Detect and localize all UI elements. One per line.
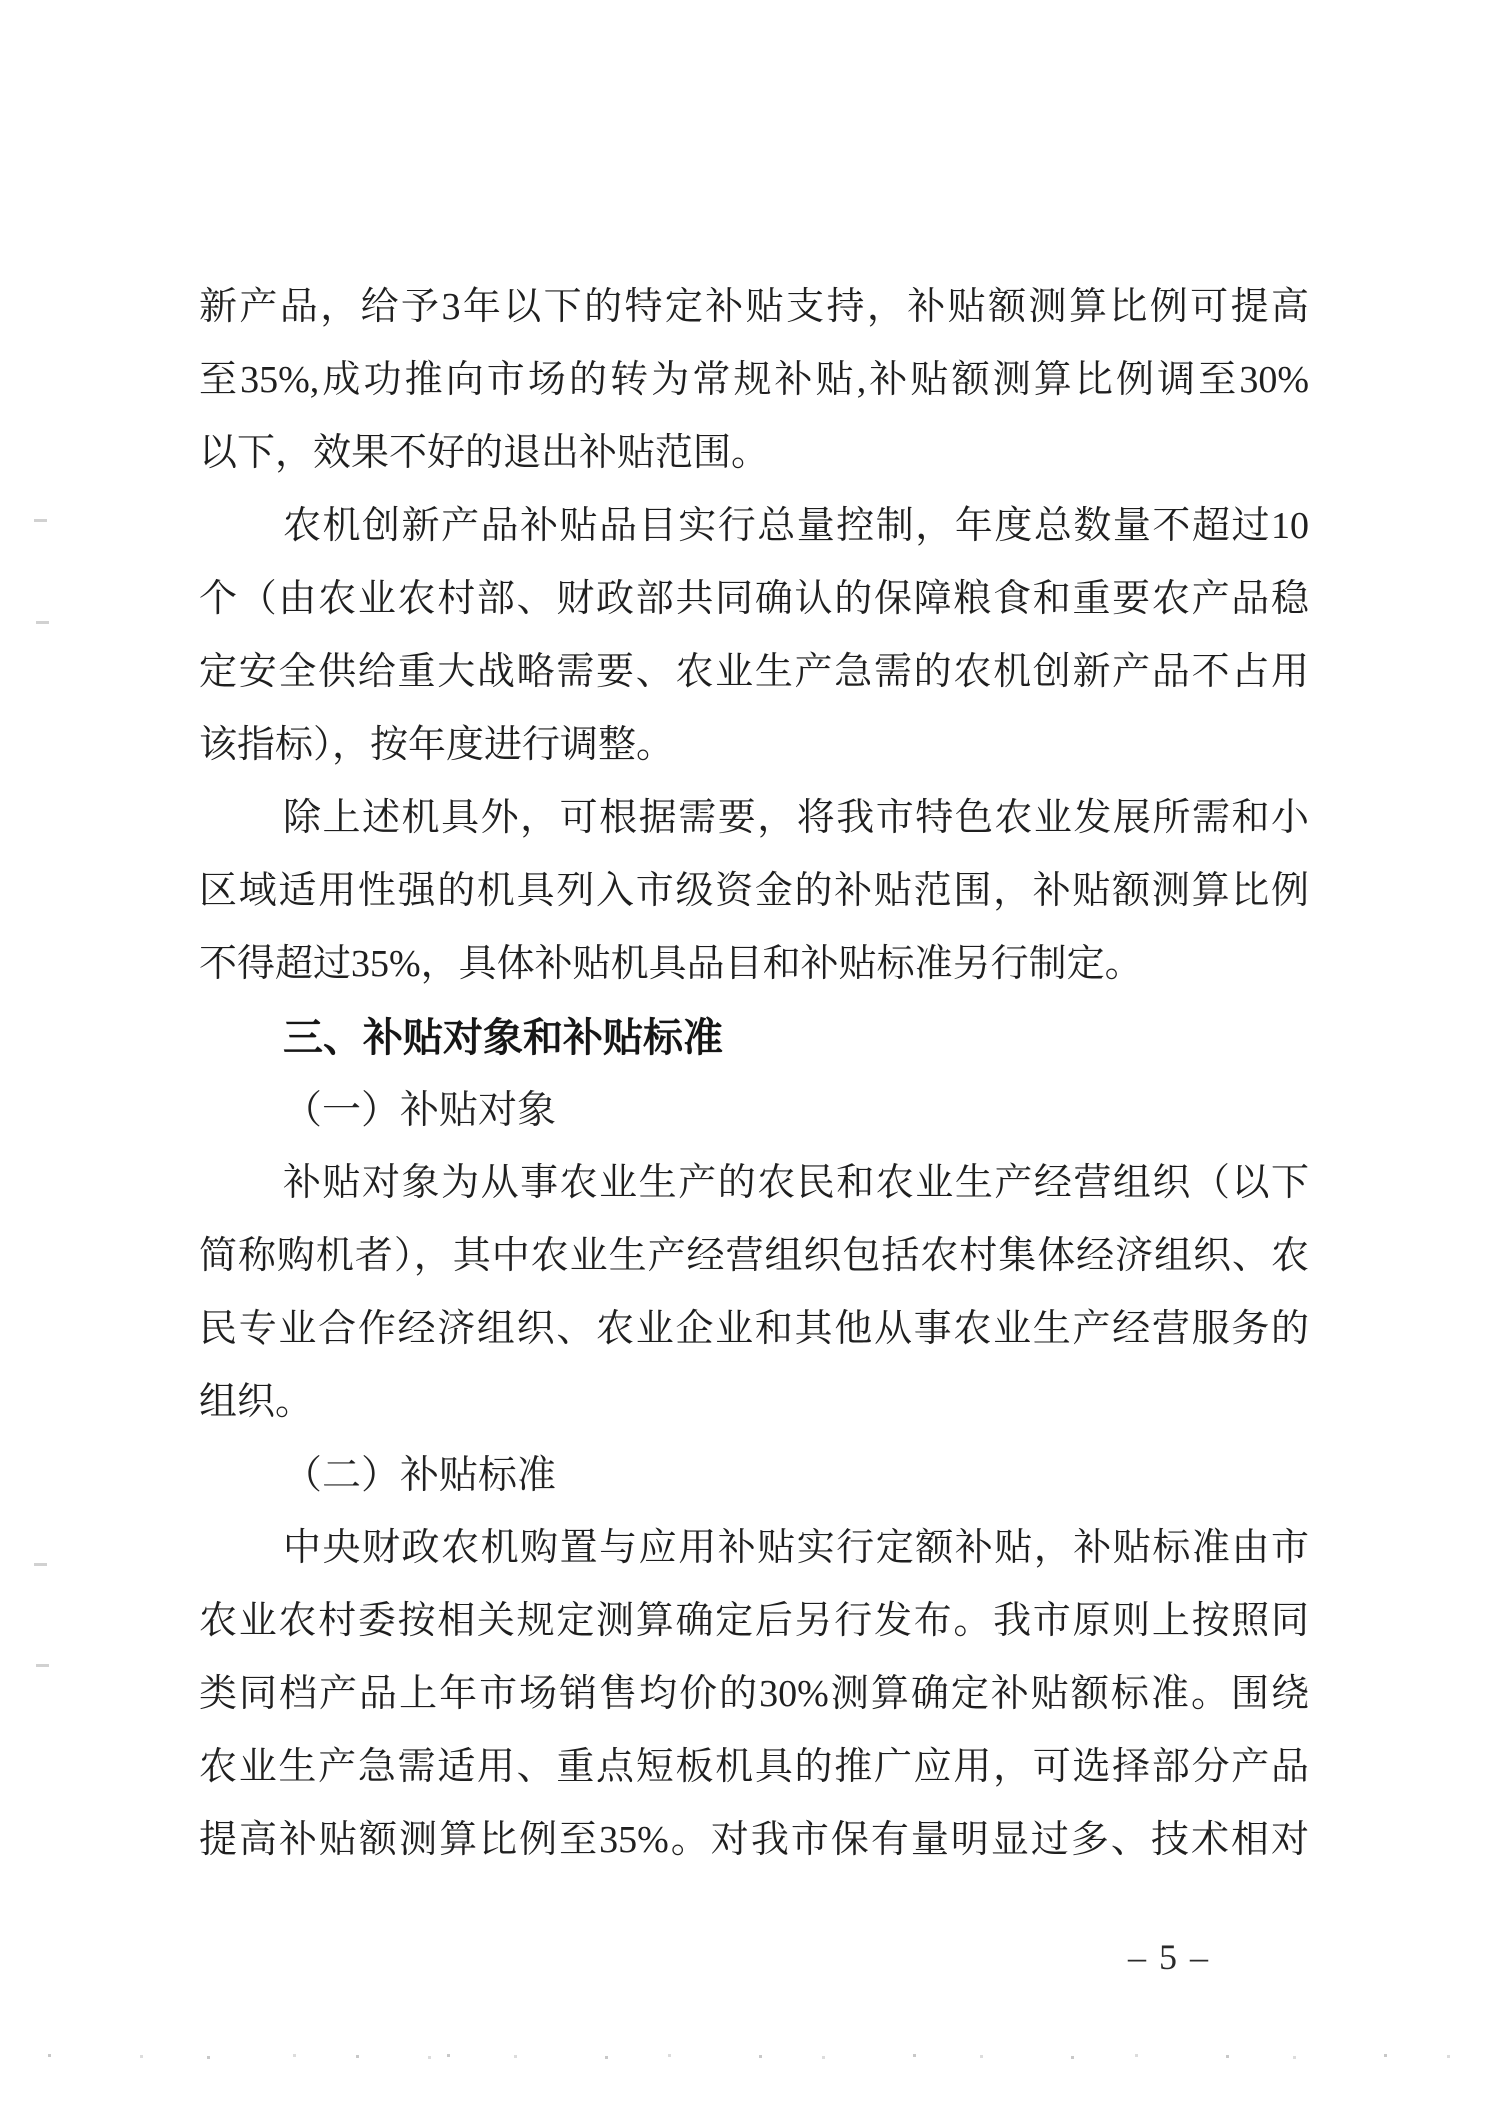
scan-artifact (1384, 2054, 1387, 2057)
scan-artifact (980, 2055, 983, 2058)
scan-artifact (514, 2055, 517, 2058)
text-line: 组织。 (199, 1381, 314, 1423)
text-line: 不得超过35%，具体补贴机具品目和补贴标准另行制定。 (199, 943, 1143, 985)
document-body (199, 271, 1309, 1877)
text-line: 简称购机者），其中农业生产经营组织包括农村集体经济组织、农 (199, 1235, 1309, 1277)
scan-artifact (1226, 2055, 1229, 2058)
scan-artifact (1447, 2055, 1450, 2058)
text-line: 至35%,成功推向市场的转为常规补贴,补贴额测算比例调至30% (199, 359, 1309, 401)
text-line: 该指标），按年度进行调整。 (199, 724, 675, 766)
text-line: 农业生产急需适用、重点短板机具的推广应用，可选择部分产品 (199, 1746, 1309, 1788)
text-line: 补贴对象为从事农业生产的农民和农业生产经营组织（以下 (283, 1162, 1309, 1204)
text-line: 区域适用性强的机具列入市级资金的补贴范围，补贴额测算比例 (199, 870, 1309, 912)
section-heading: （一）补贴对象 (283, 1089, 557, 1132)
scan-artifact (34, 519, 47, 522)
scan-artifact (668, 2054, 671, 2057)
scan-artifact (48, 2054, 51, 2057)
text-line: 民专业合作经济组织、农业企业和其他从事农业生产经营服务的 (199, 1308, 1309, 1350)
text-line: 农业农村委按相关规定测算确定后另行发布。我市原则上按照同 (199, 1600, 1309, 1642)
scan-artifact (36, 1664, 49, 1667)
scan-artifact (1293, 2056, 1296, 2059)
text-line: 提高补贴额测算比例至35%。对我市保有量明显过多、技术相对 (199, 1819, 1309, 1861)
text-line: 新产品，给予3年以下的特定补贴支持，补贴额测算比例可提高 (199, 286, 1309, 328)
text-line: 中央财政农机购置与应用补贴实行定额补贴，补贴标准由市 (283, 1527, 1309, 1569)
scan-artifact (36, 621, 49, 624)
text-line: 个（由农业农村部、财政部共同确认的保障粮食和重要农产品稳 (199, 578, 1309, 620)
scan-artifact (913, 2054, 916, 2057)
scan-artifact (1071, 2056, 1074, 2059)
text-line: 除上述机具外，可根据需要，将我市特色农业发展所需和小 (283, 797, 1309, 839)
scan-artifact (428, 2056, 431, 2059)
scan-artifact (207, 2056, 210, 2059)
scan-artifact (1135, 2054, 1138, 2057)
scan-artifact (356, 2055, 359, 2058)
scan-artifact (34, 1563, 47, 1566)
section-heading: 三、补贴对象和补贴标准 (283, 1015, 723, 1060)
scan-artifact (605, 2056, 608, 2059)
text-line: 农机创新产品补贴品目实行总量控制，年度总数量不超过10 (283, 505, 1309, 547)
scan-artifact (447, 2054, 450, 2057)
scan-artifact (293, 2054, 296, 2057)
page-number: – 5 – (1128, 1937, 1210, 1977)
text-line: 类同档产品上年市场销售均价的30%测算确定补贴额标准。围绕 (199, 1673, 1309, 1715)
scan-artifact (759, 2055, 762, 2058)
section-heading: （二）补贴标准 (283, 1454, 557, 1497)
text-line: 以下，效果不好的退出补贴范围。 (199, 432, 770, 474)
scan-artifact (822, 2056, 825, 2059)
scan-artifact (140, 2055, 143, 2058)
text-line: 定安全供给重大战略需要、农业生产急需的农机创新产品不占用 (199, 651, 1309, 693)
